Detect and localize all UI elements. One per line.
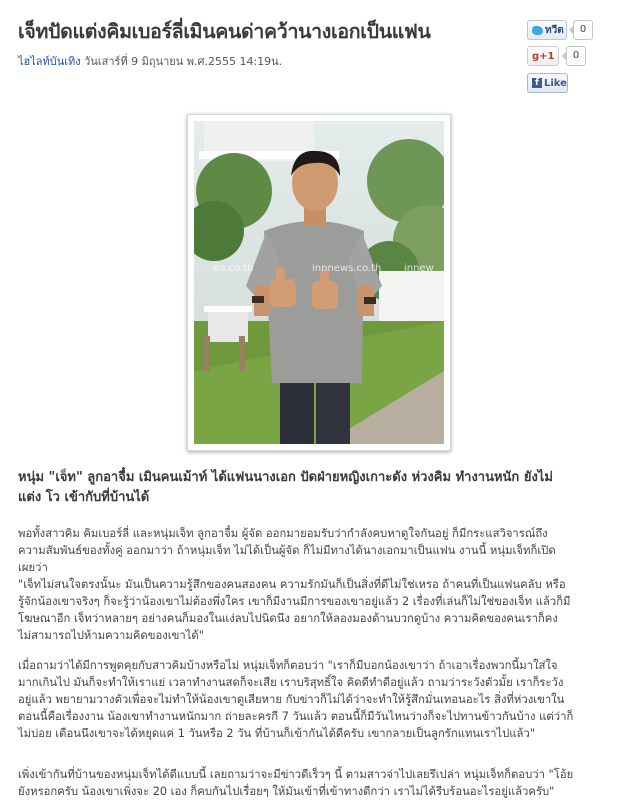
google-g-icon: g — [532, 51, 540, 62]
paragraph-line: โฆษณาอีก เจ็ทว่าหลายๆ อย่างคนก็มองในแง่ลบไปนิดนึง อยากให้ลองมองด้านบวกดูบ้าง ความคิดของคนเราก็คง — [18, 612, 558, 625]
paragraph-line: อยู่แล้ว พยายามวางตัวเพื่อจะไม่ทำให้น้องเขาดูเสียหาย กับข่าวก็ไม่ได้ว่าจะทำให้รู้สึกมั่นเทอนอะไร สิ่งที่ห่วงเขาใน — [18, 693, 565, 706]
article-headline: เจ็ทปัดแต่งคิมเบอร์ลี่เมินคนด่าคว้านางเอกเป็นแฟน — [18, 20, 431, 43]
article-paragraph — [18, 525, 622, 644]
article-photo-frame — [187, 114, 451, 451]
paragraph-line: ไม่บ่อย เดือนนึงเขาจะได้หยุดแค่ 1 วันหรือ 2 วัน ที่บ้านก็เข้ากันได้ดีครับ เขากลายเป็นลูกรักแทนเราไปแล้ว" — [18, 727, 536, 740]
tweet-button[interactable] — [527, 20, 567, 40]
paragraph-line: "เจ็ทไม่สนใจตรงนั้นะ มันเป็นความรู้สึกของคนสองคน ความรักมันก็เป็นสิ่งที่ดีไม่ใช่เหรอ ถ้าคนที่เป็นแฟนคลับ หรือ — [18, 578, 566, 591]
paragraph-line: ตอนนี้คือเรื่องงาน น้องเขาทำงานหนักมาก ถ่ายละครกี 7 วันแล้ว ตอนนี้ก็มีวันไหนว่างก็จะไปทานข้าวกันบ้าง แต่ว่าก็ — [18, 710, 574, 723]
like-label: Like — [544, 78, 567, 89]
facebook-icon: f — [532, 78, 542, 88]
paragraph-line: พอทั้งสาวคิม คิมเบอร์ลี่ และหนุ่มเจ็ท ลูกอาจื๋ม ผู้จัด ออกมายอมรับว่ากำลังคบหาดูใจกันอยู่ ก็มีกระแสวิจารณ์ถึง — [18, 527, 548, 540]
paragraph-line: เพิ่งเข้ากันที่บ้านของหนุ่มเจ็ทได้ดีแบบนี้ เลยถามว่าจะมีข่าวดีเร็วๆ นี้ ตามสาวจ่าไปเลยรึเปล่า หนุ่มเจ็ทก็ตอบว่า "โอ้ย — [18, 768, 574, 781]
paragraph-line: ยังหรอกครับ น้องเขาเพิ่งจะ 20 เอง ก็คบกันไปเรื่อยๆ ให้มันเข้าที่เข้าทางดีกว่า เราไม่ได้รีบร้อนอะไรอยู่แล้วครับ" — [18, 785, 555, 798]
paragraph-line: ความสัมพันธ์ของทั้งคู่ ออกมาว่า ถ้าหนุ่มเจ็ท ไม่ได้เป็นผู้จัด ก็ไม่มีทางได้นางเอกมาเป็นแฟน งานนี้ หนุ่มเจ็ทก็เปิด — [18, 544, 556, 557]
lead-line: หนุ่ม "เจ็ท" ลูกอาจื๋ม เมินคนเม้าท์ ได้แฟนนางเอก ปัดฝ่ายหญิงเกาะดัง ห่วงคิม ทำงานหนัก ยังไม่ — [18, 470, 553, 485]
tweet-count: 0 — [573, 20, 593, 40]
svg-text:innew: innew — [404, 263, 434, 274]
tweet-label: ทวีต — [545, 25, 564, 36]
facebook-like-button[interactable] — [527, 73, 568, 93]
paragraph-line: รู้จักน้องเขาจริงๆ ก็จะรู้ว่าน้องเขาไม่ต้องพึ่งใคร เขาก็มีงานมีการของเขาอยู่แล้ว 2 เรื่องที่เล่นก็ไม่ใช่ของเจ็ท แล้วก็มี — [18, 595, 571, 608]
plusone-count: 0 — [566, 46, 586, 66]
twitter-bird-icon — [532, 26, 543, 35]
article-meta — [18, 52, 282, 70]
photo-watermark: innnews.co.th — [312, 263, 382, 274]
paragraph-line: เมื่อถามว่าได้มีการพูดคุยกับสาวคิมบ้างหรือไม่ หนุ่มเจ็ทก็ตอบว่า "เราก็มีบอกน้องเขาว่า ถ้าเอาเรื่องพวกนี้มาใส่ใจ — [18, 659, 558, 672]
category-link[interactable]: ไฮไลท์บันเทิง — [18, 55, 81, 68]
paragraph-line: ไม่สามารถไปห้ามความคิดของเขาได้" — [18, 629, 204, 642]
paragraph-line: เผยว่า — [18, 561, 48, 574]
article-paragraph — [18, 766, 622, 800]
svg-text:ws.co.th: ws.co.th — [212, 263, 254, 274]
article-lead — [18, 468, 618, 508]
google-plusone-button[interactable] — [527, 46, 559, 66]
publish-date: วันเสาร์ที่ 9 มิถุนายน พ.ศ.2555 14:19น. — [84, 55, 283, 68]
plusone-label: +1 — [539, 51, 555, 62]
article-photo — [194, 121, 444, 444]
lead-line: แต่ง โว เข้ากับที่บ้านได้ — [18, 490, 150, 505]
article-paragraph — [18, 657, 622, 742]
paragraph-line: มากเกินไป มันก็จะทำให้เราแย่ เวลาทำงานสดก็จะเสีย เราบริสุทธิ์ใจ คิดดีทำดีอยู่แล้ว ถามว่าระวังตัวมั้ย เราก็ระวัง — [18, 676, 564, 689]
